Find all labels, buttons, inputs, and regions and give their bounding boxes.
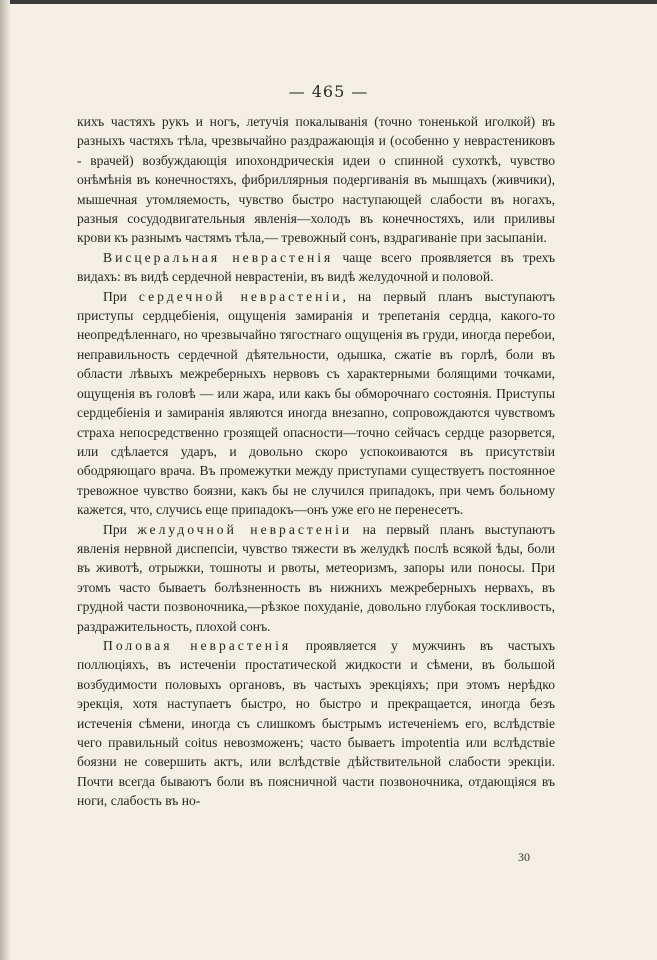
text-run: При	[103, 521, 138, 537]
paragraph	[77, 636, 555, 811]
signature-mark: 30	[518, 850, 530, 864]
spaced-emphasis: желудочной неврастеніи	[137, 521, 353, 537]
paragraph	[77, 248, 555, 287]
spaced-emphasis: Половая неврастенія	[103, 637, 292, 653]
text-run: , на первый планъ выступаютъ приступы сердцебіенія, ощущенія замиранія и трепетанія сердца, какого-то неопредѣленнаго, но чрезвычайно тягостнаго ощущенія въ груди, иногда перебои, неправильность сердечной дѣятельности, одышка, сжатіе въ горлѣ, боли въ области лѣвыхъ межреберныхъ нервовъ съ характерными болящими точками, ощущенія въ головѣ — или жара, или какъ бы обморочнаго состоянія. Приступы сердцебіенія и замиранія являются иногда внезапно, сопровождаются чувствомъ страха непосредственно грозящей опасности—точно сейчасъ сердце разорвется, или сдѣлается ударъ, и довольно скоро успокоиваются въ присутствіи ободряющаго врача. Въ промежутки между приступами существуетъ постоянное тревожное чувство боязни, какъ бы не случился припадокъ, при чемъ больному кажется, что, случись еще припадокъ—онъ уже его не перенесетъ.	[77, 288, 556, 518]
spaced-emphasis: Висцеральная неврастенія	[103, 249, 334, 265]
body-text	[77, 112, 555, 811]
text-run: на первый планъ выступаютъ явленія нервной диспепсіи, чувство тяжести въ желудкѣ послѣ всякой ѣды, боли въ животѣ, отрыжки, тошноты и рвоты, метеоризмъ, запоры или поносы. При этомъ часто бываетъ болѣзненность въ нижнихъ межреберныхъ нервахъ, въ грудной части позвоночника,—рѣзкое похуданіе, довольно глубокая тоскливость, раздражительность, плохой сонъ.	[77, 521, 555, 634]
page-top-edge	[0, 0, 657, 4]
paragraph	[77, 520, 555, 636]
page-number: — 465 —	[288, 82, 369, 101]
text-run: проявляется у мужчинъ въ частыхъ поллюціяхъ, въ истеченіи простатической жидкости и сѣмени, въ большой возбудимости половыхъ органовъ, въ частыхъ эрекціяхъ; при этомъ нерѣдко эрекція, хотя наступаетъ быстро, но быстро и прекращается, иногда безъ истеченія сѣмени, иногда съ слишкомъ быстрымъ истеченіемъ его, вслѣдствіе чего правильный coitus невозможенъ; часто бываетъ impotentia или вслѣдствіе боязни не совершить актъ, или вслѣдствіе дѣйствительной слабости эрекціи. Почти всегда бываютъ боли въ поясничной части позвоночника, отдающіяся въ ноги, слабость въ но-	[77, 637, 556, 809]
spaced-emphasis: сердечной неврастеніи	[138, 288, 343, 304]
paragraph	[77, 287, 555, 520]
binding-shadow	[0, 0, 10, 960]
text-run: чаще всего проявляется въ трехъ видахъ: въ видѣ сердечной неврастеніи, въ видѣ желудочной и половой.	[77, 249, 555, 285]
paragraph	[77, 112, 555, 248]
text-run: При	[103, 288, 139, 304]
text-run: кихъ частяхъ рукъ и ногъ, летучія покалыванія (точно тоненькой иголкой) въ разныхъ частяхъ тѣла, чрезвычайно раздражающія и (особенно у неврастениковъ - врачей) возбуждающія ипохондрическія идеи о спинной сухоткѣ, чувство онѣмѣнія въ конечностяхъ, фибриллярныя подергиванія въ мышцахъ (живчики), мышечная утомляемость, чувство быстро наступающей слабости въ ногахъ, разныя сосудодвигательныя явленія—холодъ въ конечностяхъ, или приливы крови къ разнымъ частямъ тѣла,— тревожный сонъ, вздрагиваніе при засыпаніи.	[77, 114, 555, 246]
